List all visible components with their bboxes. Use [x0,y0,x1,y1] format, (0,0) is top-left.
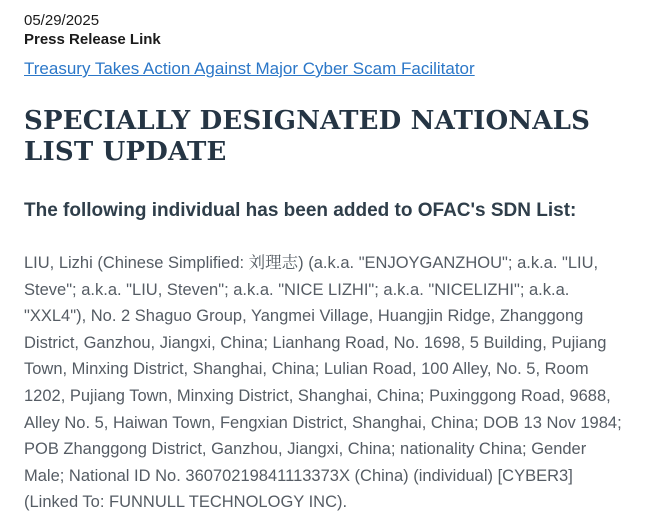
press-release-link[interactable]: Treasury Takes Action Against Major Cyber Scam Facilitator [24,59,475,78]
sdn-entry-text: LIU, Lizhi (Chinese Simplified: 刘理志) (a.k.a. "ENJOYGANZHOU"; a.k.a. "LIU, Steve"; a.k.a. "LIU, Steven"; a.k.a. "NICE LIZHI"; a.k.a. "NICELIZHI"; a.k.a. "XXL4"), No. 2 Shaguo Group, Yangmei Village, Huangjin Ridge, Zhanggong District, Ganzhou, Jiangxi, China; Lianhang Road, No. 1698, 5 Building, Pujiang Town, Minxing District, Shanghai, China; Lulian Road, 100 Alley, No. 5, Room 1202, Pujiang Town, Minxing District, Shanghai, China; Puxinggong Road, 9688, Alley No. 5, Haiwan Town, Fengxian District, Shanghai, China; DOB 13 Nov 1984; POB Zhanggong District, Ganzhou, Jiangxi, China; nationality China; Gender Male; National ID No. 36070219841113373X (China) (individual) [CYBER3] (Linked To: FUNNULL TECHNOLOGY INC). [24,254,622,512]
sdn-list-subtitle: The following individual has been added to OFAC's SDN List: [24,200,577,221]
release-date: 05/29/2025 [24,12,100,29]
press-release-label: Press Release Link [24,31,161,48]
page-title: SPECIALLY DESIGNATED NATIONALS LIST UPDATE [24,106,591,167]
